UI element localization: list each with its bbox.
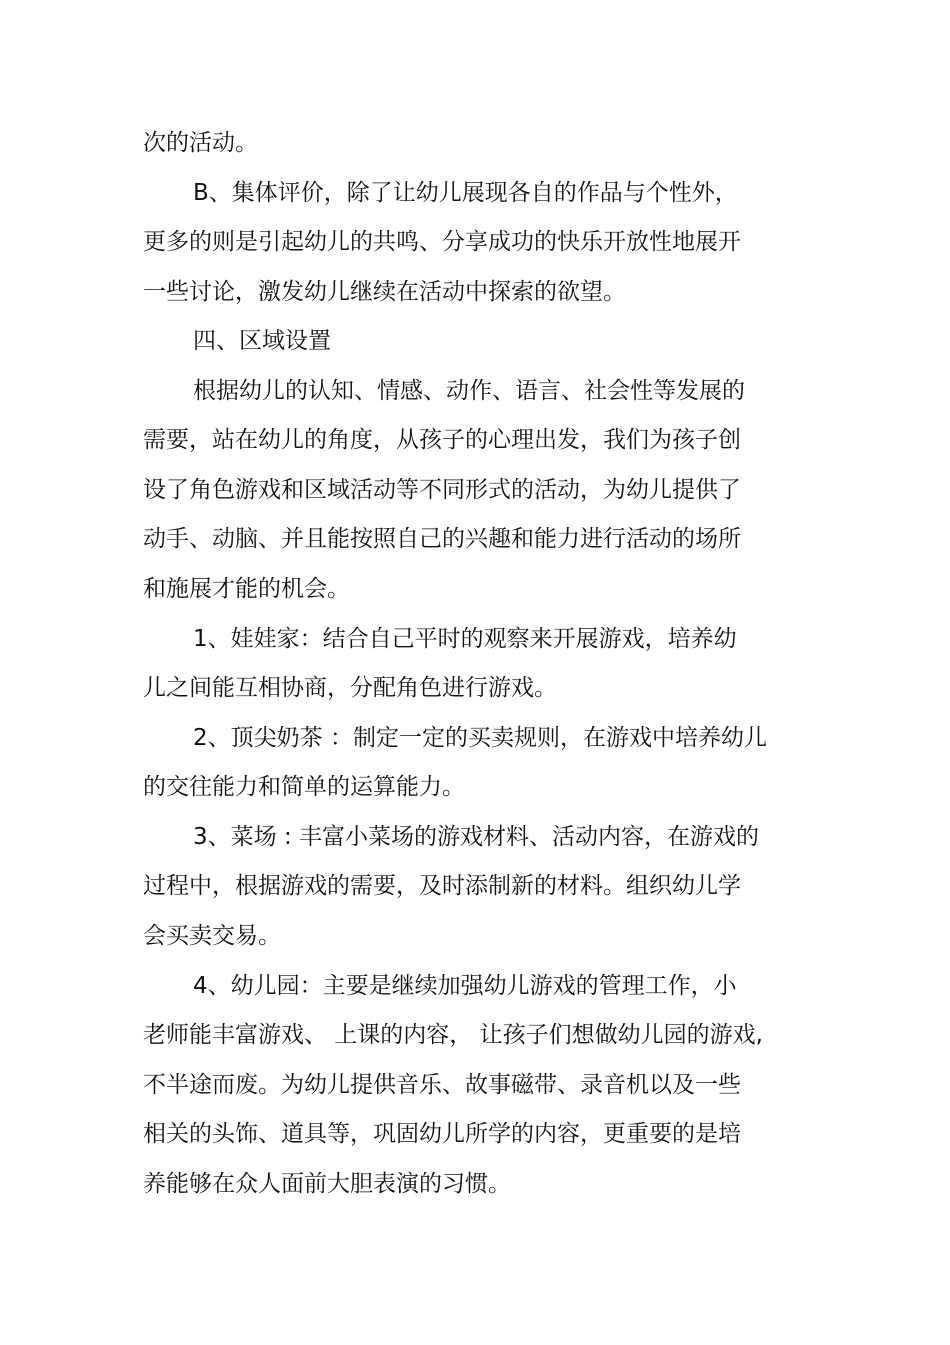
- text-line: 根据幼儿的认知、情感、动作、语言、社会性等发展的: [193, 378, 745, 404]
- text-line: 动手、动脑、并且能按照自己的兴趣和能力进行活动的场所: [143, 526, 741, 552]
- text-line: 相关的头饰、道具等，巩固幼儿所学的内容，更重要的是培: [143, 1121, 741, 1147]
- text-line: 一些讨论，激发幼儿继续在活动中探索的欲望。: [143, 279, 626, 305]
- text-line: 老师能丰富游戏、 上课的内容， 让孩子们想做幼儿园的游戏,: [143, 1022, 763, 1048]
- section-heading: 四、区域设置: [193, 328, 331, 354]
- text-line: 4、幼儿园：主要是继续加强幼儿游戏的管理工作，小: [193, 973, 737, 999]
- text-line: 的交往能力和简单的运算能力。: [143, 774, 465, 800]
- text-line: 儿之间能互相协商，分配角色进行游戏。: [143, 675, 557, 701]
- text-line: 养能够在众人面前大胆表演的习惯。: [143, 1171, 511, 1197]
- text-line: 不半途而废。为幼儿提供音乐、故事磁带、录音机以及一些: [143, 1072, 741, 1098]
- text-line: 设了角色游戏和区域活动等不同形式的活动，为幼儿提供了: [143, 477, 741, 503]
- text-line: 需要，站在幼儿的角度，从孩子的心理出发，我们为孩子创: [143, 427, 741, 453]
- text-line: B、集体评价，除了让幼儿展现各自的作品与个性外，: [193, 180, 738, 206]
- text-line: 会买卖交易。: [143, 923, 281, 949]
- text-line: 3、菜场 : 丰富小菜场的游戏材料、活动内容，在游戏的: [193, 824, 760, 850]
- text-line: 更多的则是引起幼儿的共鸣、分享成功的快乐开放性地展开: [143, 229, 741, 255]
- text-line: 次的活动。: [143, 130, 258, 156]
- text-line: 和施展才能的机会。: [143, 576, 350, 602]
- text-line: 1、娃娃家：结合自己平时的观察来开展游戏，培养幼: [193, 626, 737, 652]
- text-line: 2、顶尖奶茶 ：制定一定的买卖规则，在游戏中培养幼儿: [193, 725, 767, 751]
- text-line: 过程中，根据游戏的需要，及时添制新的材料。组织幼儿学: [143, 873, 741, 899]
